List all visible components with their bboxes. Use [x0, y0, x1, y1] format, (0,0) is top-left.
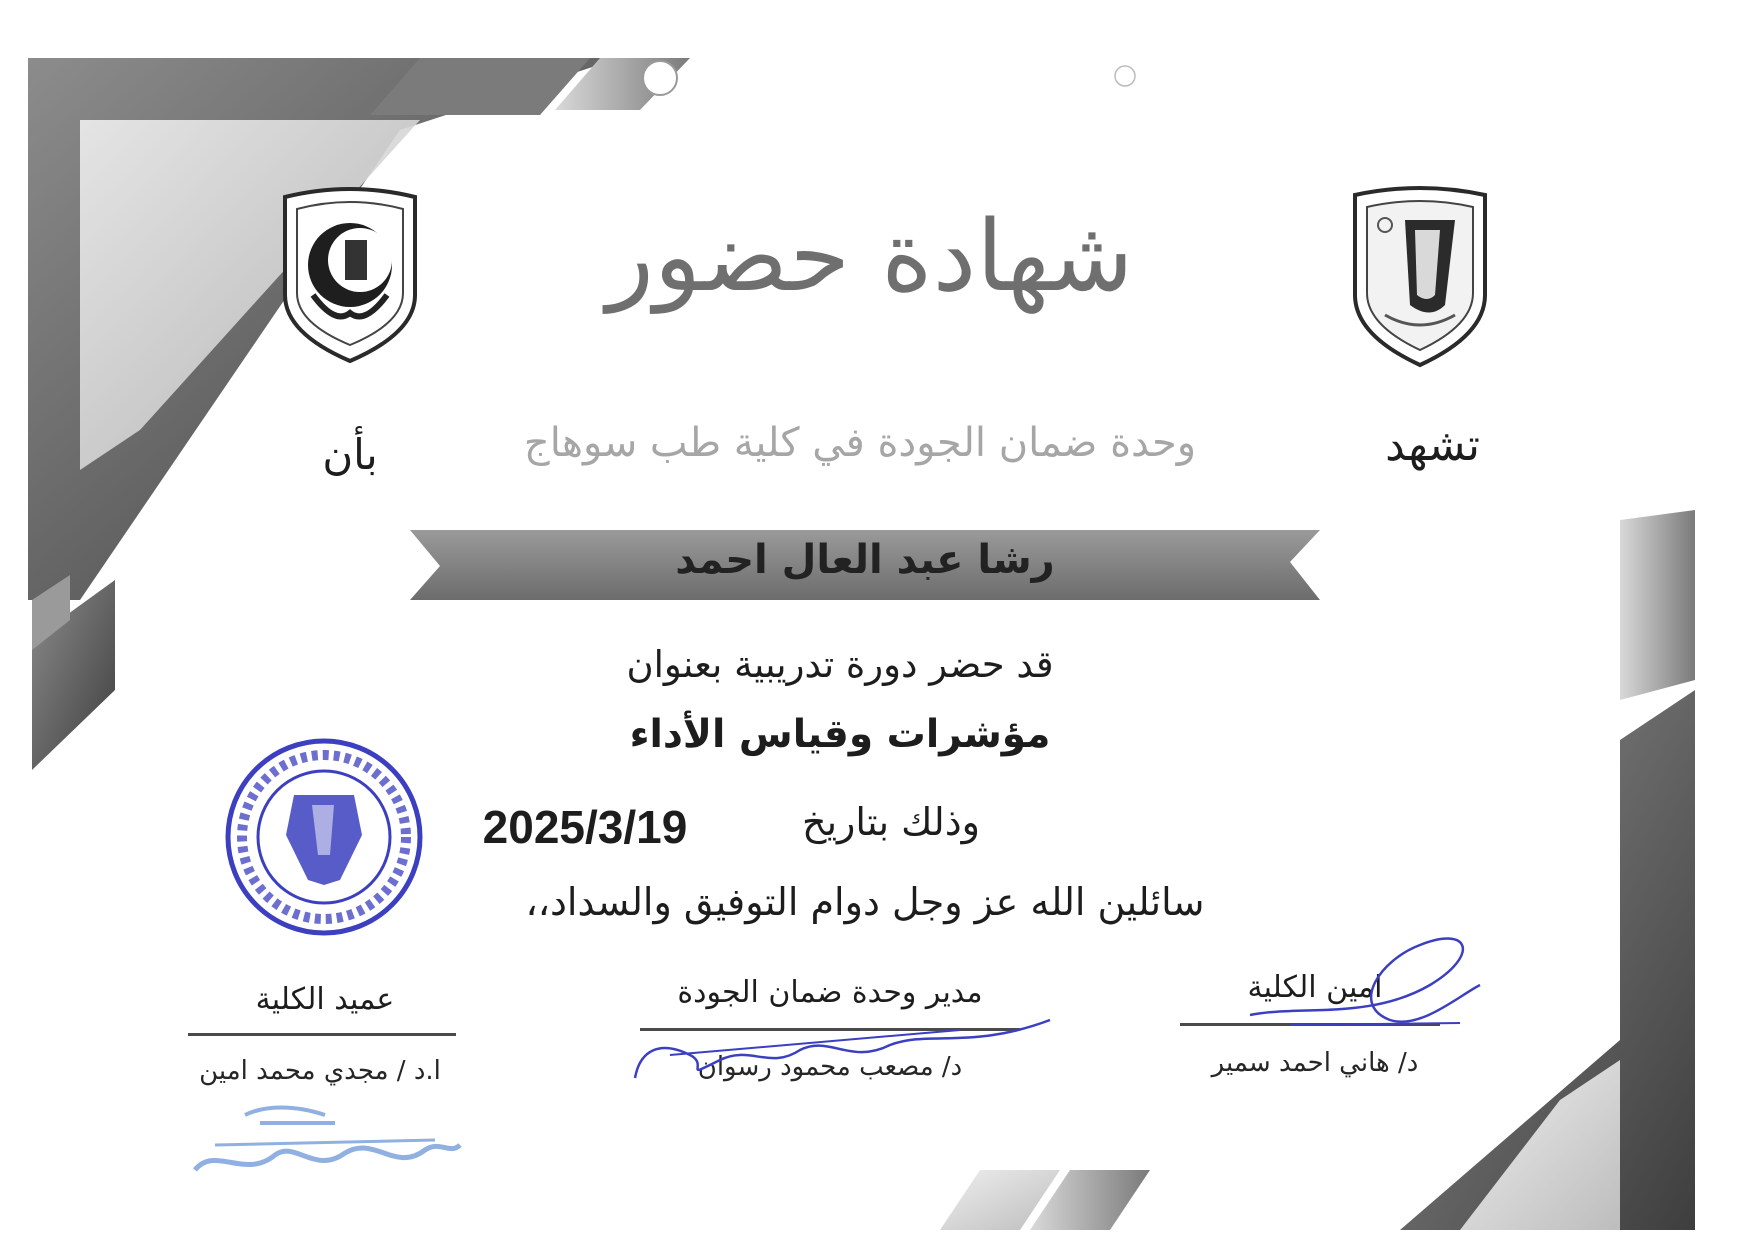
recipient-name: رشا عبد العال احمد [675, 537, 1055, 583]
date-label: وذلك بتاريخ [801, 800, 980, 844]
frame-corner-right-lower [1620, 510, 1695, 700]
course-title: مؤشرات وقياس الأداء [629, 712, 1051, 757]
frame-hole-1 [643, 61, 677, 95]
closing-line: سائلين الله عز وجل دوام التوفيق والسداد،، [525, 880, 1205, 924]
signatory-secretary-name: د/ هاني احمد سمير [1211, 1048, 1419, 1078]
signatory-dean-title: عميد الكلية [255, 982, 395, 1017]
attended-line: قد حضر دورة تدريبية بعنوان [626, 643, 1054, 686]
certificate-title: شهادة حضور [606, 200, 1134, 314]
signatory-qa-director-title: مدير وحدة ضمان الجودة [677, 975, 983, 1010]
signature-qa-director [630, 1010, 1060, 1085]
university-emblem-logo [1345, 185, 1495, 370]
date-value: 2025/3/19 [482, 801, 688, 853]
issuing-unit-name: وحدة ضمان الجودة في كلية طب سوهاج [523, 420, 1197, 466]
signatory-dean-name: ا.د / مجدي محمد امين [199, 1056, 441, 1086]
dean-stamp-signature [185, 1095, 465, 1190]
frame-band-right-light [1460, 1060, 1620, 1230]
frame-hole-2 [1115, 66, 1135, 86]
witness-word: تشهد [1385, 420, 1480, 471]
signatory-qa-director-name: د/ مصعب محمود رسوان [697, 1052, 963, 1082]
that-word: بأن [322, 430, 378, 479]
signature-line-dean [188, 1033, 456, 1036]
faculty-emblem-logo [275, 185, 425, 365]
official-stamp [222, 735, 427, 940]
signature-secretary [1230, 925, 1500, 1045]
signatory-secretary-title: امين الكلية [1247, 970, 1383, 1005]
